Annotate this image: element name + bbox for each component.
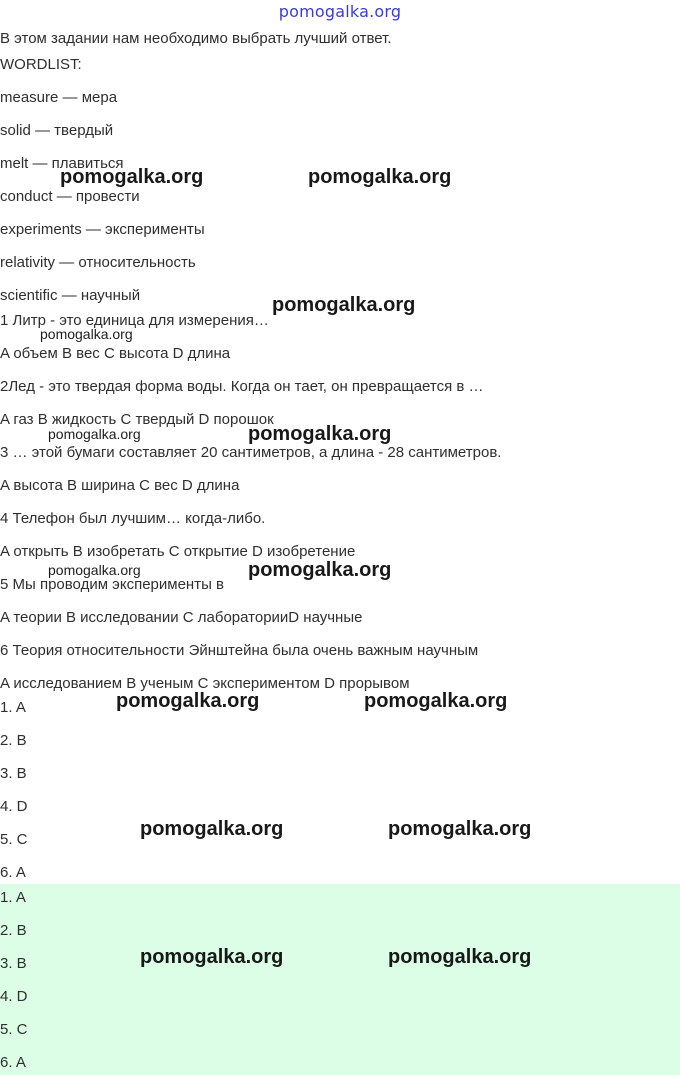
answer-item: 4. D bbox=[0, 798, 28, 815]
answers-highlight-block bbox=[0, 884, 680, 1075]
watermark: pomogalka.org bbox=[308, 166, 452, 188]
highlighted-answer-item: 6. A bbox=[0, 1054, 26, 1071]
highlighted-answer-item: 2. B bbox=[0, 922, 27, 939]
wordlist-item: measure — мера bbox=[0, 89, 118, 106]
watermark: pomogalka.org bbox=[116, 690, 260, 712]
watermark: pomogalka.org bbox=[140, 818, 284, 840]
watermark: pomogalka.org bbox=[388, 946, 532, 968]
watermark: pomogalka.org bbox=[248, 559, 392, 581]
question-text: 4 Телефон был лучшим… когда-либо. bbox=[0, 510, 266, 527]
watermark: pomogalka.org bbox=[40, 326, 133, 342]
highlighted-answer-item: 3. B bbox=[0, 955, 27, 972]
watermark: pomogalka.org bbox=[388, 818, 532, 840]
wordlist-title: WORDLIST: bbox=[0, 56, 82, 73]
question-text: 2Лед - это твердая форма воды. Когда он тает, он превращается в … bbox=[0, 378, 484, 395]
wordlist-item: experiments — эксперименты bbox=[0, 221, 205, 238]
highlighted-answer-item: 5. C bbox=[0, 1021, 28, 1038]
wordlist-item: relativity — относительность bbox=[0, 254, 196, 271]
site-logo[interactable]: pomogalka.org bbox=[278, 2, 402, 21]
watermark: pomogalka.org bbox=[272, 294, 416, 316]
answer-item: 3. B bbox=[0, 765, 27, 782]
question-text: 1 Литр - это единица для измерения… bbox=[0, 312, 269, 329]
highlighted-answer-item: 4. D bbox=[0, 988, 28, 1005]
watermark: pomogalka.org bbox=[364, 690, 508, 712]
question-options: A исследованием B ученым C экспериментом D прорывом bbox=[0, 675, 410, 692]
wordlist-item: conduct — провести bbox=[0, 188, 140, 205]
watermark: pomogalka.org bbox=[48, 562, 141, 578]
question-options: A объем B вес C высота D длина bbox=[0, 345, 231, 362]
question-options: A открыть B изобретать C открытие D изобретение bbox=[0, 543, 356, 560]
wordlist-item: solid — твердый bbox=[0, 122, 114, 139]
question-text: 5 Мы проводим эксперименты в bbox=[0, 576, 224, 593]
question-text: 6 Теория относительности Эйнштейна была очень важным научным bbox=[0, 642, 479, 659]
watermark: pomogalka.org bbox=[248, 423, 392, 445]
intro-text: В этом задании нам необходимо выбрать лучший ответ. bbox=[0, 30, 392, 47]
answer-item: 2. B bbox=[0, 732, 27, 749]
highlighted-answer-item: 1. A bbox=[0, 889, 26, 906]
question-options: A высота B ширина C вес D длина bbox=[0, 477, 240, 494]
question-options: A газ B жидкость C твердый D порошок bbox=[0, 411, 274, 428]
wordlist-item: scientific — научный bbox=[0, 287, 141, 304]
watermark: pomogalka.org bbox=[140, 946, 284, 968]
question-options: A теории B исследовании C лабораторииD научные bbox=[0, 609, 363, 626]
watermark: pomogalka.org bbox=[60, 166, 204, 188]
answer-item: 5. C bbox=[0, 831, 28, 848]
answer-item: 6. A bbox=[0, 864, 26, 881]
wordlist-item: melt — плавиться bbox=[0, 155, 124, 172]
answer-item: 1. A bbox=[0, 699, 26, 716]
question-text: 3 … этой бумаги составляет 20 сантиметров, а длина - 28 сантиметров. bbox=[0, 444, 502, 461]
watermark: pomogalka.org bbox=[48, 426, 141, 442]
